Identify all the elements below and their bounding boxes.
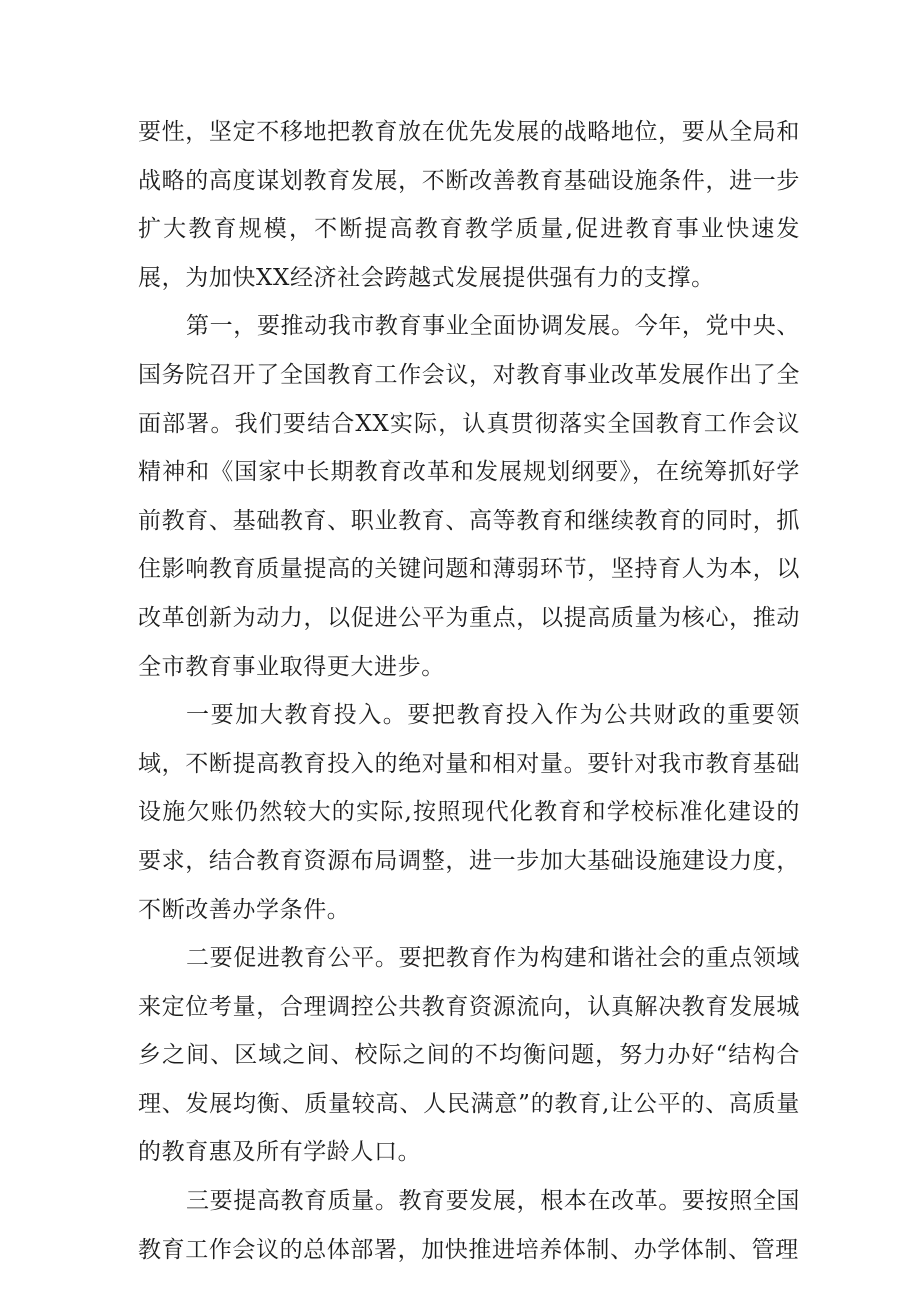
paragraph-1: 要性，坚定不移地把教育放在优先发展的战略地位，要从全局和战略的高度谋划教育发展，不断改善教育基础设施条件，进一步扩大教育规模，不断提高教育教学质量,促进教育事业快速发展，为加快XX经济社会跨越式发展提供强有力的支撑。: [138, 119, 800, 291]
paragraph-2: 第一，要推动我市教育事业全面协调发展。今年，党中央、国务院召开了全国教育工作会议，对教育事业改革发展作出了全面部署。我们要结合XX实际，认真贯彻落实全国教育工作会议精神和《国家中长期教育改革和发展规划纲要》，在统筹抓好学前教育、基础教育、职业教育、高等教育和继续教育的同时，抓住影响教育质量提高的关键问题和薄弱环节，坚持育人为本，以改革创新为动力，以促进公平为重点，以提高质量为核心，推动全市教育事业取得更大进步。: [138, 313, 800, 680]
paragraph-3: 一要加大教育投入。要把教育投入作为公共财政的重要领域，不断提高教育投入的绝对量和相对量。要针对我市教育基础设施欠账仍然较大的实际,按照现代化教育和学校标准化建设的要求，结合教育资源布局调整，进一步加大基础设施建设力度，不断改善办学条件。: [138, 702, 800, 923]
paragraph-5: 三要提高教育质量。教育要发展，根本在改革。要按照全国教育工作会议的总体部署，加快推进培养体制、办学体制、管理: [138, 1188, 800, 1263]
paragraph-4: 二要促进教育公平。要把教育作为构建和谐社会的重点领域来定位考量，合理调控公共教育资源流向，认真解决教育发展城乡之间、区域之间、校际之间的不均衡问题，努力办好“结构合理、发展均衡、质量较高、人民满意”的教育,让公平的、高质量的教育惠及所有学龄人口。: [138, 945, 800, 1166]
document-body: [138, 108, 800, 1274]
